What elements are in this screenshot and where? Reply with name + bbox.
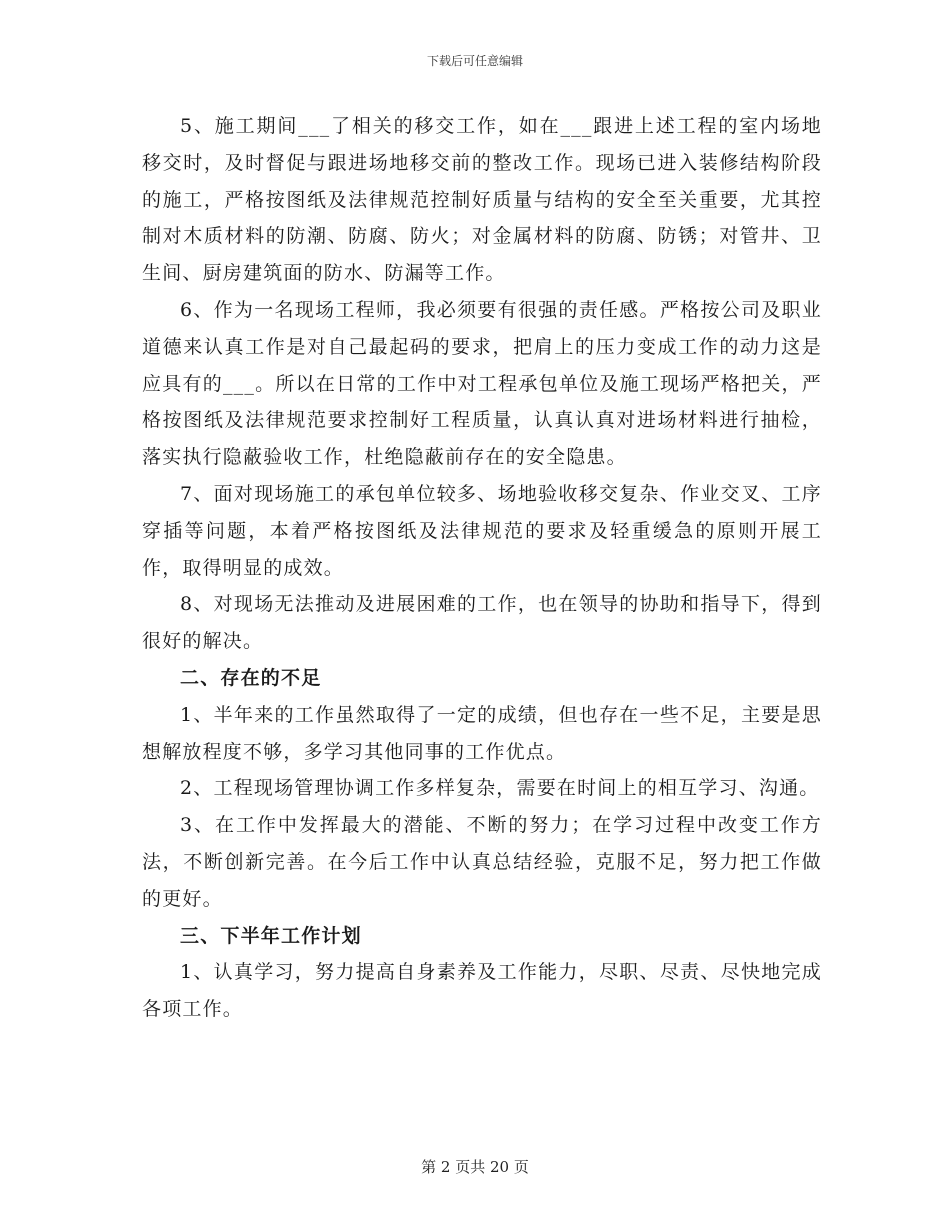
document-body bbox=[142, 108, 822, 1028]
page-number-footer: 第 2 页共 20 页 bbox=[421, 1158, 529, 1176]
paragraph-item-7: 7、面对现场施工的承包单位较多、场地验收移交复杂、作业交叉、工序穿插等问题，本着严格按图纸及法律规范的要求及轻重缓急的原则开展工作，取得明显的成效。 bbox=[142, 482, 822, 579]
paragraph-item-8: 8、对现场无法推动及进展困难的工作，也在领导的协助和指导下，得到很好的解决。 bbox=[142, 593, 822, 653]
shortcoming-item-2: 2、工程现场管理协调工作多样复杂，需要在时间上的相互学习、沟通。 bbox=[180, 777, 820, 800]
plan-item-1: 1、认真学习，努力提高自身素养及工作能力，尽职、尽责、尽快地完成各项工作。 bbox=[142, 961, 822, 1021]
shortcoming-item-1: 1、半年来的工作虽然取得了一定的成绩，但也存在一些不足，主要是思想解放程度不够，多学习其他同事的工作优点。 bbox=[142, 703, 822, 763]
paragraph-item-5: 5、施工期间___了相关的移交工作，如在___跟进上述工程的室内场地移交时，及时督促与跟进场地移交前的整改工作。现场已进入装修结构阶段的施工，严格按图纸及法律规范控制好质量与结构的安全至关重要，尤其控制对木质材料的防潮、防腐、防火；对金属材料的防腐、防锈；对管井、卫生间、厨房建筑面的防水、防漏等工作。 bbox=[142, 115, 822, 285]
section-heading-plan: 三、下半年工作计划 bbox=[180, 924, 362, 947]
paragraph-item-6: 6、作为一名现场工程师，我必须要有很强的责任感。严格按公司及职业道德来认真工作是对自己最起码的要求，把肩上的压力变成工作的动力这是应具有的___。所以在日常的工作中对工程承包单位及施工现场严格把关，严格按图纸及法律规范要求控制好工程质量，认真认真对进场材料进行抽检，落实执行隐蔽验收工作，杜绝隐蔽前存在的安全隐患。 bbox=[142, 298, 822, 469]
section-heading-shortcomings: 二、存在的不足 bbox=[180, 666, 322, 689]
shortcoming-item-3: 3、在工作中发挥最大的潜能、不断的努力；在学习过程中改变工作方法，不断创新完善。在今后工作中认真总结经验，克服不足，努力把工作做的更好。 bbox=[142, 814, 822, 910]
page-header: 下载后可任意编辑 bbox=[426, 54, 523, 68]
